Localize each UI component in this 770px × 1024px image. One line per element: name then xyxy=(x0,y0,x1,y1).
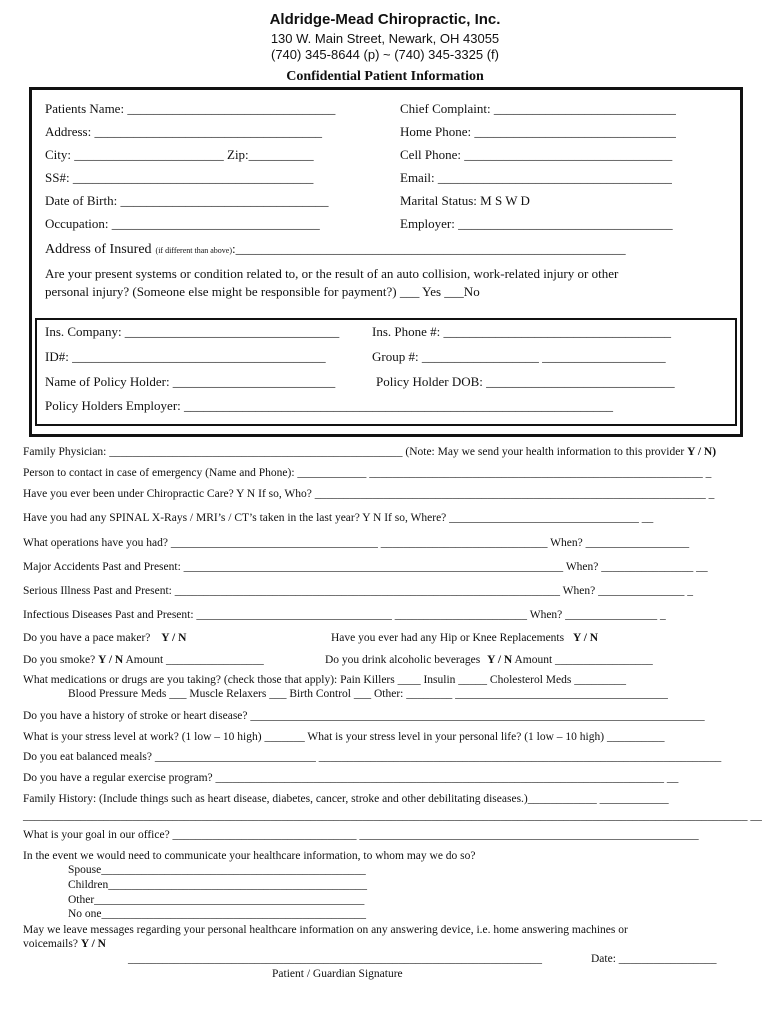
occupation-field[interactable]: Occupation: ________________________________ xyxy=(45,216,320,231)
pacemaker-yn[interactable]: Y / N xyxy=(161,632,187,644)
signature-line[interactable]: ________________________________________________________________________ xyxy=(128,953,542,965)
alcohol-field[interactable] xyxy=(325,654,653,666)
insured-note: (if different than above) xyxy=(155,246,233,255)
chiropractic-history-field[interactable]: Have you ever been under Chiropractic Care? Y N If so, Who? ____________________________________________________________________ _ xyxy=(23,488,715,500)
family-physician-label: Family Physician: ___________________________________________________ (Note: May we send your health information to this provider xyxy=(23,446,685,458)
xrays-field[interactable]: Have you had any SPINAL X-Rays / MRI’s / CT’s taken in the last year? Y N If so, Where? _________________________________ __ xyxy=(23,512,654,524)
employer-field[interactable]: Employer: _________________________________ xyxy=(400,216,673,231)
alcohol-label: Do you drink alcoholic beverages xyxy=(325,654,481,666)
family-physician-yn[interactable]: Y / N) xyxy=(687,446,717,458)
auto-question-line-1: Are your present systems or condition related to, or the result of an auto collision, work-related injury or other xyxy=(45,266,619,281)
pacemaker-field[interactable] xyxy=(23,632,186,644)
other-field[interactable]: Other_______________________________________________ xyxy=(68,894,365,906)
medications-line-2[interactable]: Blood Pressure Meds ___ Muscle Relaxers ___ Birth Control ___ Other: ________ _____________________________________ xyxy=(68,688,668,700)
policy-holders-employer-field[interactable]: Policy Holders Employer: __________________________________________________________________ xyxy=(45,398,614,413)
stroke-history-field[interactable]: Do you have a history of stroke or heart disease? _______________________________________________________________________________ xyxy=(23,710,705,722)
medications-line-1[interactable]: What medications or drugs are you taking? (check those that apply): Pain Killers ____ Insulin _____ Cholesterol Meds _________ xyxy=(23,674,626,686)
alcohol-yn[interactable]: Y / N xyxy=(487,654,513,666)
city-zip-field[interactable]: City: _______________________ Zip:__________ xyxy=(45,147,314,162)
insured-line: :____________________________________________________________ xyxy=(232,241,626,256)
no-one-field[interactable]: No one______________________________________________ xyxy=(68,908,367,920)
signature-label: Patient / Guardian Signature xyxy=(272,968,403,980)
emergency-contact-field[interactable]: Person to contact in case of emergency (Name and Phone): ____________ __________________________________________________________ _ xyxy=(23,467,712,479)
family-history-line[interactable]: ______________________________________________________________________________________________________________________________ __ xyxy=(23,810,762,822)
policy-holder-field[interactable]: Name of Policy Holder: _________________________ xyxy=(45,374,336,389)
communicate-question: In the event we would need to communicate your healthcare information, to whom may we do so? xyxy=(23,850,476,862)
family-physician-field[interactable] xyxy=(23,446,716,458)
major-accidents-field[interactable]: Major Accidents Past and Present: __________________________________________________________________ When? ________________ __ xyxy=(23,561,708,573)
smoke-amount[interactable]: Amount _________________ xyxy=(125,654,264,666)
smoke-label: Do you smoke? xyxy=(23,654,96,666)
insured-label: Address of Insured xyxy=(45,242,152,257)
messages-yn[interactable]: Y / N xyxy=(80,938,106,950)
home-phone-field[interactable]: Home Phone: _______________________________ xyxy=(400,124,676,139)
ins-company-field[interactable]: Ins. Company: _________________________________ xyxy=(45,324,340,339)
date-field[interactable]: Date: _________________ xyxy=(591,953,717,965)
smoke-field[interactable] xyxy=(23,654,264,666)
balanced-meals-field[interactable]: Do you eat balanced meals? ____________________________ ______________________________________________________________________ xyxy=(23,751,722,763)
smoke-yn[interactable]: Y / N xyxy=(98,654,124,666)
infectious-diseases-field[interactable]: Infectious Diseases Past and Present: __________________________________ _______________________ When? ________________ _ xyxy=(23,609,666,621)
pacemaker-label: Do you have a pace maker? xyxy=(23,632,151,644)
group-field[interactable]: Group #: __________________ ___________________ xyxy=(372,349,666,364)
hip-knee-field[interactable] xyxy=(331,632,598,644)
patients-name-field[interactable]: Patients Name: ________________________________ xyxy=(45,101,336,116)
address-field[interactable]: Address: ___________________________________ xyxy=(45,124,322,139)
policy-holder-dob-field[interactable]: Policy Holder DOB: _____________________________ xyxy=(376,374,675,389)
hip-knee-label: Have you ever had any Hip or Knee Replacements xyxy=(331,632,565,644)
ins-phone-field[interactable]: Ins. Phone #: ___________________________________ xyxy=(372,324,671,339)
spouse-field[interactable]: Spouse______________________________________________ xyxy=(68,864,366,876)
id-field[interactable]: ID#: _______________________________________ xyxy=(45,349,326,364)
auto-question-line-2[interactable]: personal injury? (Someone else might be responsible for payment?) ___ Yes ___No xyxy=(45,284,480,299)
alcohol-amount[interactable]: Amount _________________ xyxy=(514,654,653,666)
practice-phones: (740) 345-8644 (p) ~ (740) 345-3325 (f) xyxy=(271,47,499,62)
messages-question-line-2[interactable] xyxy=(23,938,106,950)
marital-status-field[interactable]: Marital Status: M S W D xyxy=(400,193,530,208)
practice-address: 130 W. Main Street, Newark, OH 43055 xyxy=(270,31,500,46)
practice-name: Aldridge-Mead Chiropractic, Inc. xyxy=(269,11,501,28)
family-history-field[interactable]: Family History: (Include things such as heart disease, diabetes, cancer, stroke and other debilitating diseases.)____________ ____________ xyxy=(23,793,669,805)
ss-field[interactable]: SS#: _____________________________________ xyxy=(45,170,314,185)
form-title: Confidential Patient Information xyxy=(286,69,484,84)
children-field[interactable]: Children_____________________________________________ xyxy=(68,879,367,891)
stress-level-field[interactable]: What is your stress level at work? (1 low – 10 high) _______ What is your stress level in your personal life? (1 low – 10 high) __________ xyxy=(23,731,665,743)
dob-field[interactable]: Date of Birth: ________________________________ xyxy=(45,193,329,208)
address-of-insured-field[interactable] xyxy=(45,240,626,258)
email-field[interactable]: Email: ____________________________________ xyxy=(400,170,672,185)
messages-label: voicemails? xyxy=(23,938,78,950)
serious-illness-field[interactable]: Serious Illness Past and Present: ___________________________________________________________________ When? _______________ _ xyxy=(23,585,693,597)
hip-knee-yn[interactable]: Y / N xyxy=(572,632,599,644)
chief-complaint-field[interactable]: Chief Complaint: ____________________________ xyxy=(400,101,676,116)
goal-field[interactable]: What is your goal in our office? ________________________________ ___________________________________________________________ xyxy=(23,829,699,841)
operations-field[interactable]: What operations have you had? ____________________________________ _____________________________ When? __________________ xyxy=(23,537,690,549)
cell-phone-field[interactable]: Cell Phone: ________________________________ xyxy=(400,147,673,162)
exercise-field[interactable]: Do you have a regular exercise program? ______________________________________________________________________________ __ xyxy=(23,772,679,784)
messages-question-line-1: May we leave messages regarding your personal healthcare information on any answering device, i.e. home answering machines or xyxy=(23,924,628,936)
